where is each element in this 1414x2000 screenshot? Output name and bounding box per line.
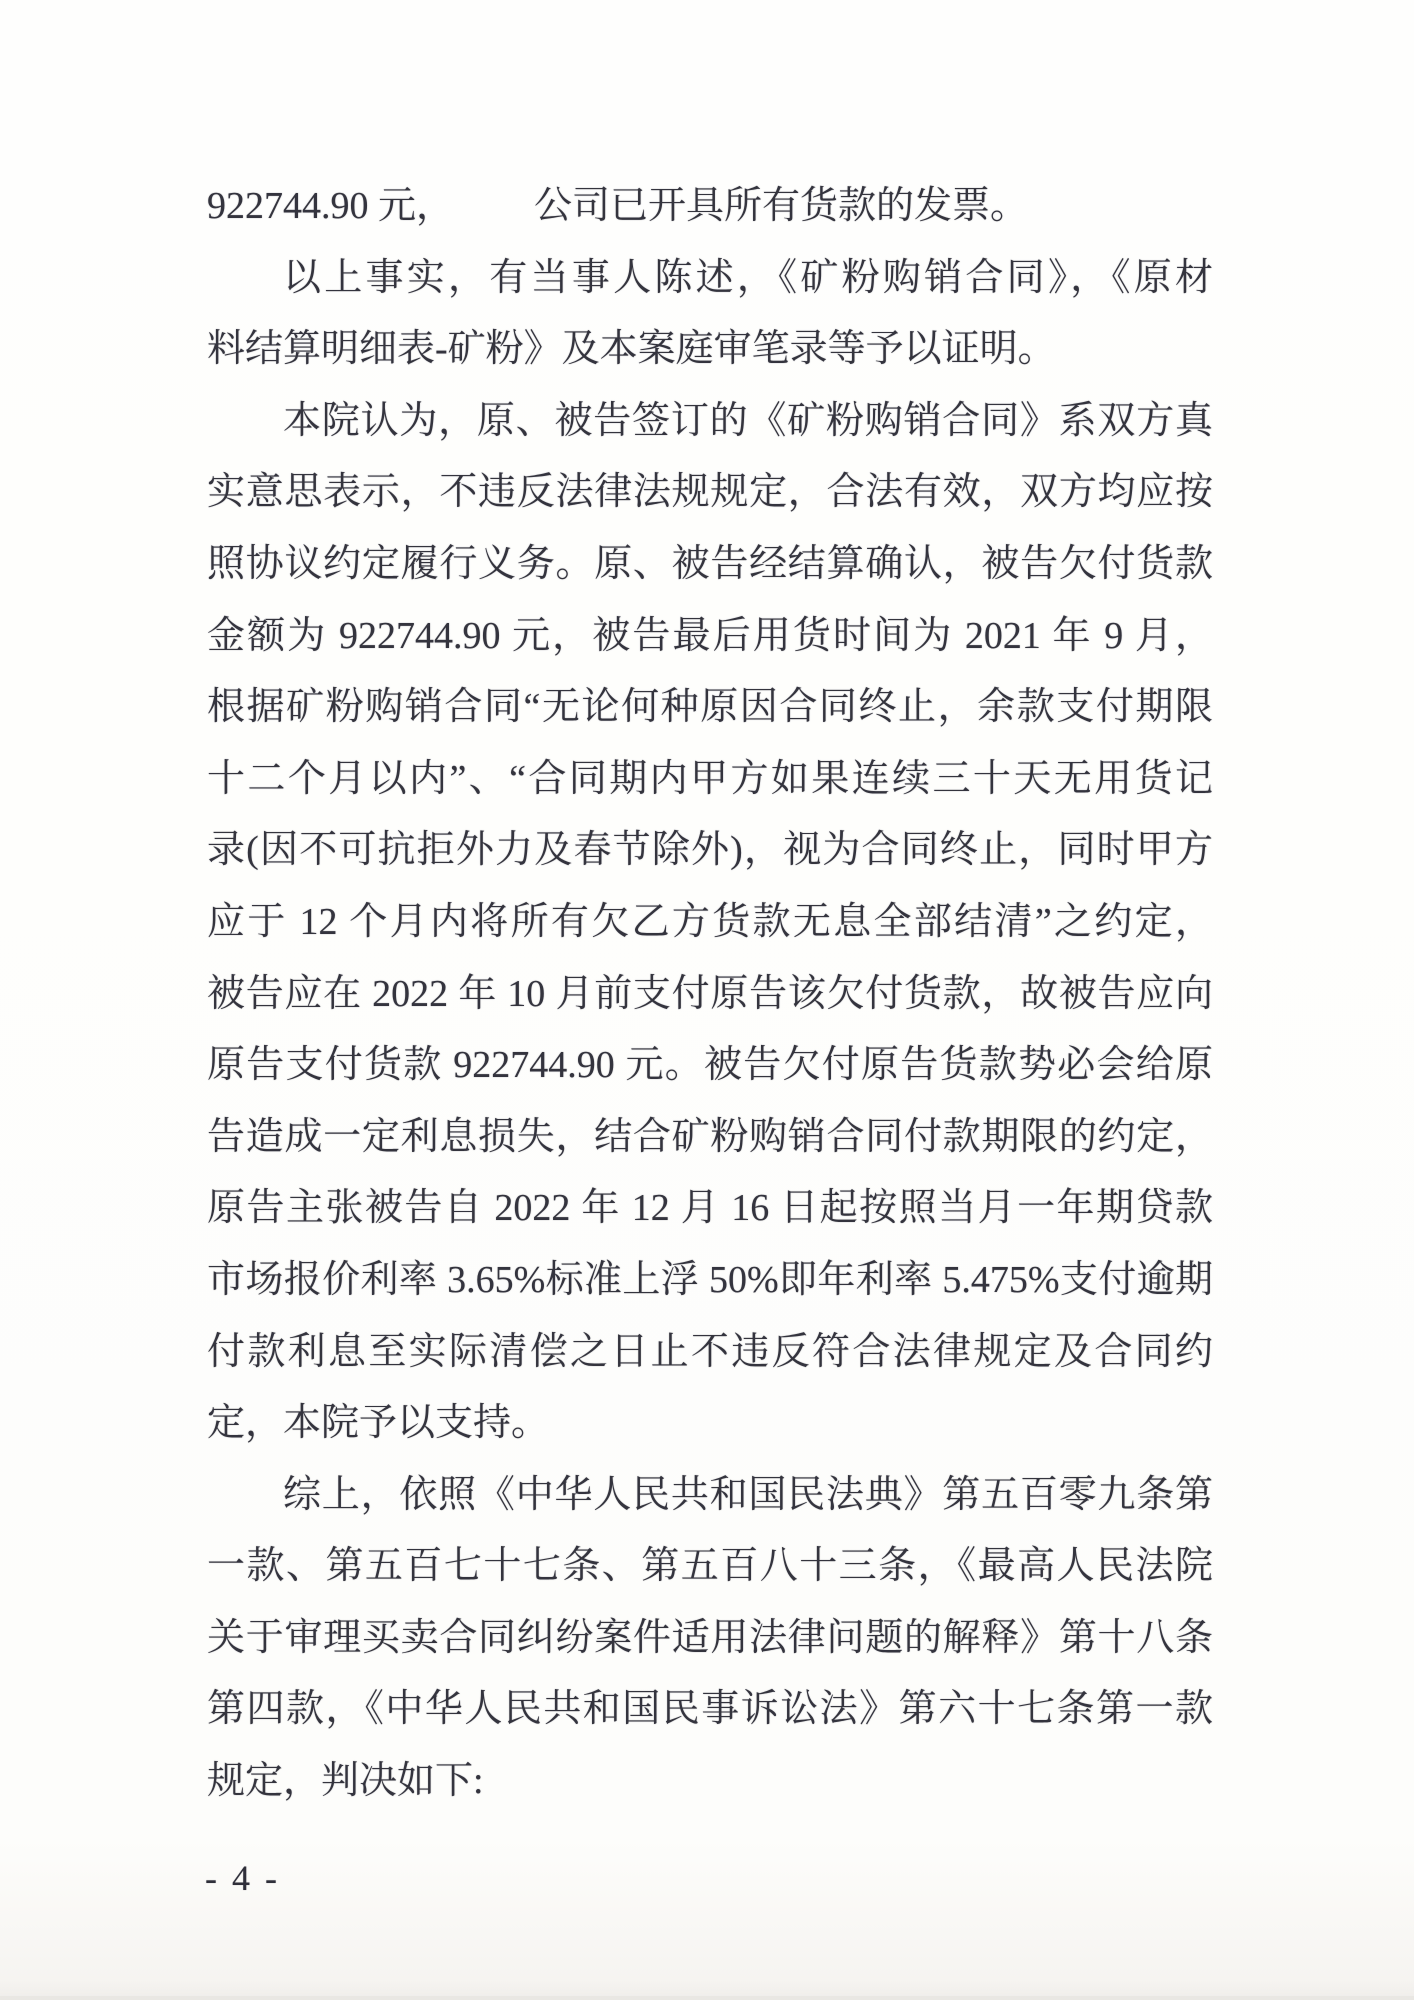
text-line-6: 照协议约定履行义务。原、被告经结算确认，被告欠付货款 bbox=[207, 542, 1213, 585]
text-line-3: 料结算明细表-矿粉》及本案庭审笔录等予以证明。 bbox=[207, 328, 1056, 371]
text-line-7: 金额为 922744.90 元，被告最后用货时间为 2021 年 9 月， bbox=[207, 614, 1213, 657]
text-line-19: 综上，依照《中华人民共和国民法典》第五百零九条第 bbox=[283, 1473, 1213, 1516]
text-line-4: 本院认为，原、被告签订的《矿粉购销合同》系双方真 bbox=[283, 399, 1213, 442]
text-line-15: 原告主张被告自 2022 年 12 月 16 日起按照当月一年期贷款 bbox=[207, 1187, 1213, 1230]
text-line-2: 以上事实，有当事人陈述，《矿粉购销合同》，《原材 bbox=[283, 256, 1213, 299]
text-line-13: 原告支付货款 922744.90 元。被告欠付原告货款势必会给原 bbox=[207, 1044, 1213, 1087]
text-line-5: 实意思表示，不违反法律法规规定，合法有效，双方均应按 bbox=[207, 471, 1213, 514]
text-line-17: 付款利息至实际清偿之日止不违反符合法律规定及合同约 bbox=[207, 1330, 1213, 1373]
text-line-11: 应于 12 个月内将所有欠乙方货款无息全部结清”之约定， bbox=[207, 900, 1213, 943]
redacted-company-name-gap bbox=[454, 217, 534, 218]
text-line-1 bbox=[207, 171, 1213, 243]
text-line-8: 根据矿粉购销合同“无论何种原因合同终止，余款支付期限 bbox=[207, 686, 1213, 729]
line-text: 公司已开具所有货款的发票。 bbox=[534, 185, 1029, 227]
text-line-21: 关于审理买卖合同纠纷案件适用法律问题的解释》第十八条 bbox=[207, 1616, 1213, 1659]
text-line-16: 市场报价利率 3.65%标准上浮 50%即年利率 5.475%支付逾期 bbox=[207, 1258, 1213, 1301]
text-line-20: 一款、第五百七十七条、第五百八十三条，《最高人民法院 bbox=[207, 1545, 1213, 1588]
amount-prefix: 922744.90 元， bbox=[207, 185, 455, 227]
text-line-10: 录(因不可抗拒外力及春节除外)，视为合同终止，同时甲方 bbox=[207, 829, 1213, 872]
judgment-text-block bbox=[207, 171, 1213, 1818]
text-line-9: 十二个月以内”、“合同期内甲方如果连续三十天无用货记 bbox=[207, 757, 1213, 800]
text-line-22: 第四款，《中华人民共和国民事诉讼法》第六十七条第一款 bbox=[207, 1688, 1213, 1731]
text-line-12: 被告应在 2022 年 10 月前支付原告该欠付货款，故被告应向 bbox=[207, 972, 1213, 1015]
text-line-18: 定，本院予以支持。 bbox=[207, 1402, 550, 1445]
page-bottom-edge bbox=[0, 1996, 1414, 2000]
page-number: - 4 - bbox=[205, 1858, 280, 1898]
text-line-14: 告造成一定利息损失，结合矿粉购销合同付款期限的约定， bbox=[207, 1115, 1213, 1158]
text-line-23: 规定，判决如下: bbox=[207, 1760, 484, 1803]
